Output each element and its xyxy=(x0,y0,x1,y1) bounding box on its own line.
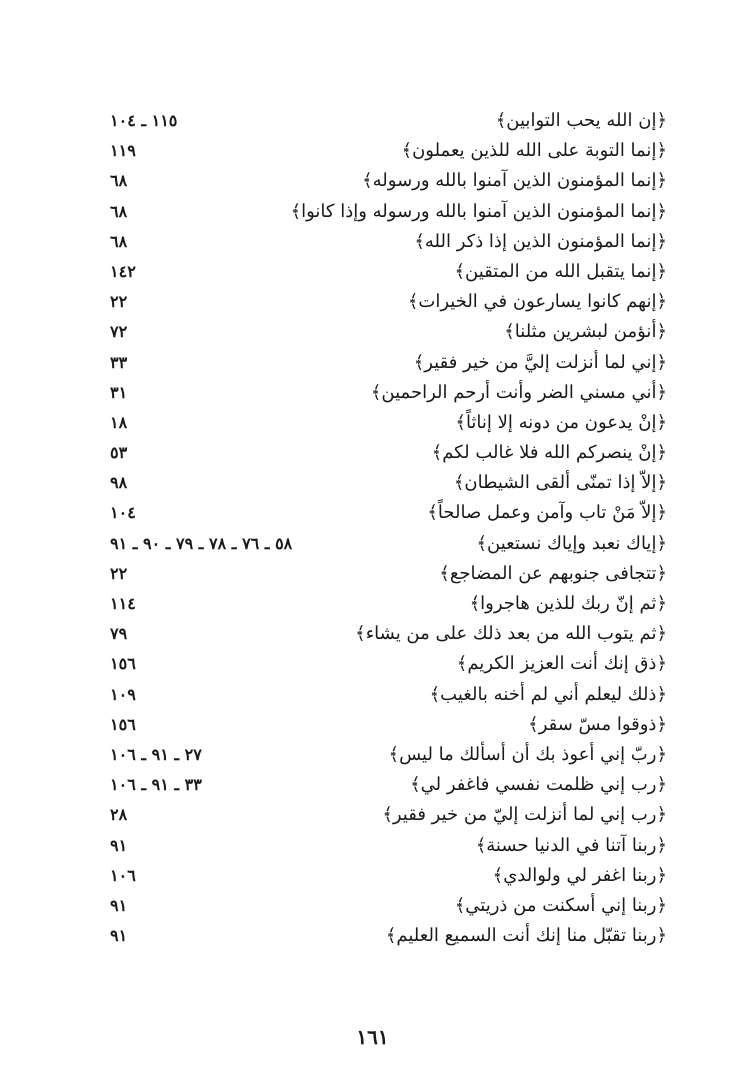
verse-text: ﴿إنما المؤمنون الذين إذا ذكر الله﴾ xyxy=(414,230,667,252)
index-entry xyxy=(0,891,745,921)
page-references: ١٥٦ xyxy=(110,714,136,734)
verse-text: ﴿إني لما أنزلت إليَّ من خير فقير﴾ xyxy=(413,351,667,373)
verse-text: ﴿إنما المؤمنون الذين آمنوا بالله ورسوله وإذا كانوا﴾ xyxy=(290,200,667,222)
verse-text: ﴿إنما يتقبل الله من المتقين﴾ xyxy=(454,260,667,282)
page-references: ٢٢ xyxy=(110,563,128,583)
page-references: ١١٩ xyxy=(110,141,136,161)
index-entry xyxy=(0,529,745,559)
index-entry xyxy=(0,831,745,861)
index-entry xyxy=(0,649,745,679)
page-references: ٩١ xyxy=(110,895,128,915)
page-references: ٢٨ xyxy=(110,805,128,825)
verse-text: ﴿إن الله يحب التوابين﴾ xyxy=(495,110,667,131)
verse-text: ﴿ربنا اغفر لي ولوالدي﴾ xyxy=(492,864,667,886)
verse-text: ﴿ربنا إني أسكنت من ذريتي﴾ xyxy=(454,894,667,916)
verse-text: ﴿ذلك ليعلم أني لم أخنه بالغيب﴾ xyxy=(429,683,667,705)
verse-text: ﴿ثم يتوب الله من بعد ذلك على من يشاء﴾ xyxy=(355,623,667,645)
page-references: ١٨ xyxy=(110,412,128,432)
page-references: ٥٣ xyxy=(110,443,128,463)
index-entry xyxy=(0,680,745,710)
index-entry xyxy=(0,619,745,649)
page-references: ٩١ xyxy=(110,835,128,855)
page-references: ٣١ xyxy=(110,382,128,402)
page-references: ١٠٤ xyxy=(110,503,136,523)
page-references: ٣٣ ـ ٩١ ـ ١٠٦ xyxy=(110,775,202,795)
page-references: ٥٨ ـ ٧٦ ـ ٧٨ ـ ٧٩ ـ ٩٠ ـ ٩١ xyxy=(110,533,293,553)
index-entry xyxy=(0,136,745,166)
verse-text: ﴿تتجافى جنوبهم عن المضاجع﴾ xyxy=(439,562,667,584)
index-entry xyxy=(0,166,745,196)
index-entry xyxy=(0,861,745,891)
index-entry xyxy=(0,227,745,257)
index-entry xyxy=(0,257,745,287)
page-references: ١٠٦ xyxy=(110,865,136,885)
verse-text: ﴿إنْ يدعون من دونه إلا إناثاً﴾ xyxy=(455,411,667,433)
verse-text: ﴿إنما المؤمنون الذين آمنوا بالله ورسوله﴾ xyxy=(362,170,667,192)
page-references: ٩٨ xyxy=(110,473,128,493)
verse-text: ﴿ذوقوا مسّ سقر﴾ xyxy=(528,713,667,735)
page-references: ٦٨ xyxy=(110,201,128,221)
verse-text: ﴿إنما التوبة على الله للذين يعملون﴾ xyxy=(401,140,667,162)
page-references: ١٥٦ xyxy=(110,654,136,674)
index-entry xyxy=(0,770,745,800)
verse-text: ﴿ذق إنك أنت العزيز الكريم﴾ xyxy=(456,653,667,675)
verse-text: ﴿رب إني لما أنزلت إليّ من خير فقير﴾ xyxy=(382,804,667,826)
index-entry xyxy=(0,589,745,619)
page-references: ١١٥ ـ ١٠٤ xyxy=(110,111,178,130)
page-references: ٧٢ xyxy=(110,322,128,342)
page-references: ٦٨ xyxy=(110,231,128,251)
verse-text: ﴿إنْ ينصركم الله فلا غالب لكم﴾ xyxy=(431,442,667,464)
page-references: ٧٩ xyxy=(110,624,128,644)
page-references: ١٠٩ xyxy=(110,684,136,704)
index-entry xyxy=(0,348,745,378)
index-entry xyxy=(0,710,745,740)
verse-index-list xyxy=(0,106,745,951)
index-entry xyxy=(0,408,745,438)
page-number: ١٦١ xyxy=(356,1025,389,1049)
index-entry xyxy=(0,800,745,830)
verse-text: ﴿إياك نعبد وإياك نستعين﴾ xyxy=(476,532,667,554)
index-entry xyxy=(0,498,745,528)
verse-text: ﴿ربنا آتنا في الدنيا حسنة﴾ xyxy=(475,834,667,856)
verse-text: ﴿ربّ إني أعوذ بك أن أسألك ما ليس﴾ xyxy=(388,743,667,765)
index-entry xyxy=(0,468,745,498)
verse-text: ﴿أني مسني الضر وأنت أرحم الراحمين﴾ xyxy=(370,381,667,403)
verse-text: ﴿أنؤمن لبشرين مثلنا﴾ xyxy=(504,321,667,343)
index-entry xyxy=(0,317,745,347)
index-entry xyxy=(0,438,745,468)
page-references: ٣٣ xyxy=(110,352,128,372)
page-references: ٩١ xyxy=(110,926,128,946)
verse-text: ﴿ربنا تقبّل منا إنك أنت السميع العليم﴾ xyxy=(385,925,667,947)
verse-text: ﴿ثم إنّ ربك للذين هاجروا﴾ xyxy=(469,593,667,614)
page-references: ١١٤ xyxy=(110,594,136,613)
index-entry xyxy=(0,921,745,951)
index-entry xyxy=(0,106,745,136)
index-entry xyxy=(0,197,745,227)
page-references: ٢٧ ـ ٩١ ـ ١٠٦ xyxy=(110,744,202,764)
index-entry xyxy=(0,287,745,317)
verse-text: ﴿إلاّ إذا تمنّى ألقى الشيطان﴾ xyxy=(453,472,667,494)
verse-text: ﴿إلاّ مَنْ تاب وآمن وعمل صالحاً﴾ xyxy=(427,502,667,524)
index-entry xyxy=(0,559,745,589)
verse-text: ﴿إنهم كانوا يسارعون في الخيرات﴾ xyxy=(407,291,667,313)
index-entry xyxy=(0,378,745,408)
index-entry xyxy=(0,740,745,770)
page-references: ٦٨ xyxy=(110,171,128,191)
verse-text: ﴿رب إني ظلمت نفسي فاغفر لي﴾ xyxy=(410,774,667,796)
page-references: ٢٢ xyxy=(110,292,128,312)
page-references: ١٤٢ xyxy=(110,261,136,281)
